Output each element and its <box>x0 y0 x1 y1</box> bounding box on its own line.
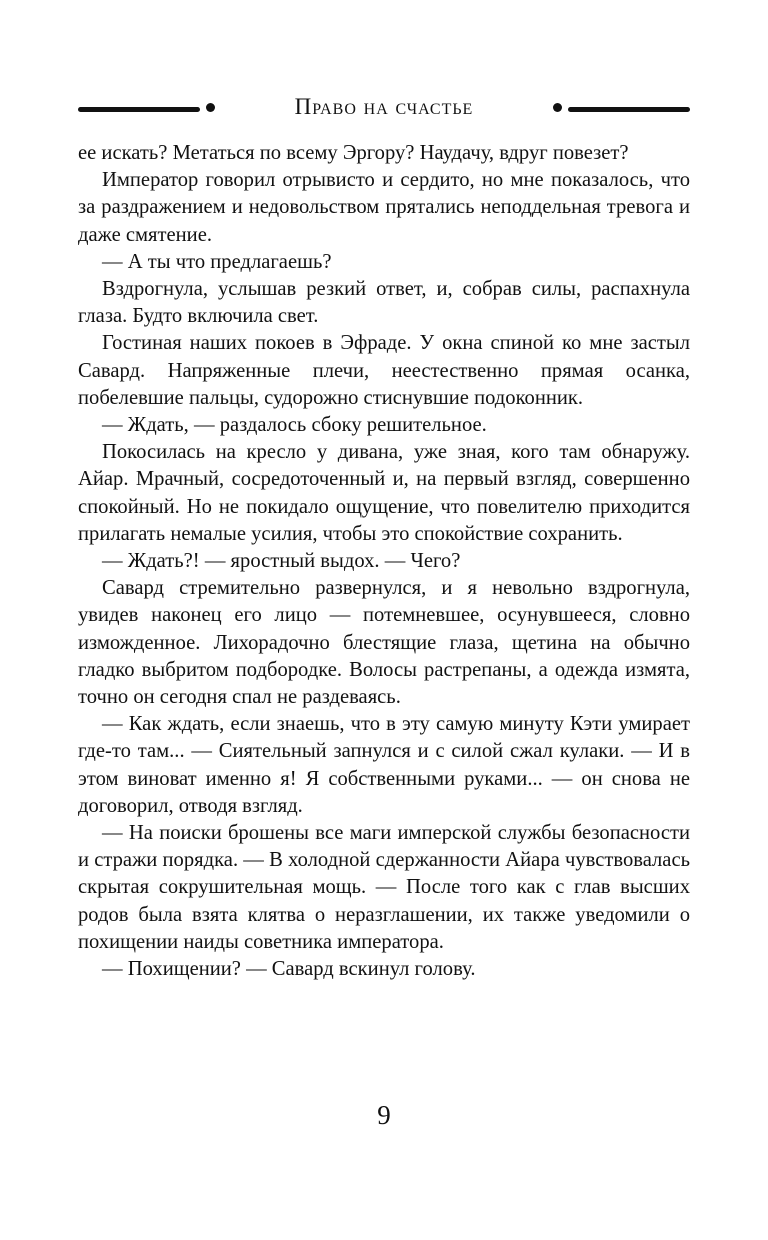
paragraph: Савард стремительно развернулся, и я невольно вздрогнула, увидев наконец его лицо — потемневшее, осунувшееся, словно изможденное. Лихорадочно блестящие глаза, щетина на обычно гладко выбритом подбородке. Волосы растрепаны, а одежда измята, точно он сегодня спал не раздеваясь. <box>78 577 690 709</box>
running-title: Право на счастье <box>294 94 474 119</box>
page-number: 9 <box>377 1100 391 1130</box>
right-ornament-dot <box>553 103 562 112</box>
paragraph: — Ждать?! — яростный выдох. — Чего? <box>102 550 461 573</box>
paragraph: — На поиски брошены все маги имперской службы безопасности и стражи порядка. — В холодной сдержанности Айара чувствовалась скрытая сокрушительная мощь. — После того как с глав высших родов была взята клятва о неразглашении, их также уведомили о похищении наиды советника императора. <box>78 822 690 953</box>
paragraph: — Похищении? — Савард вскинул голову. <box>102 958 476 981</box>
body-text <box>78 140 690 983</box>
paragraph: Вздрогнула, услышав резкий ответ, и, собрав силы, распахнула глаза. Будто включила свет. <box>78 278 690 328</box>
paragraph: — Ждать, — раздалось сбоку решительное. <box>102 414 487 437</box>
paragraph: Гостиная наших покоев в Эфраде. У окна спиной ко мне застыл Савард. Напряженные плечи, неестественно прямая осанка, побелевшие пальцы, судорожно стиснувшие подоконник. <box>78 332 690 409</box>
paragraph: Император говорил отрывисто и сердито, но мне показалось, что за раздражением и недовольством прятались неподдельная тревога и даже смятение. <box>78 169 690 246</box>
right-ornament-rule <box>568 107 690 112</box>
paragraph: — Как ждать, если знаешь, что в эту самую минуту Кэти умирает где-то там... — Сиятельный запнулся и с силой сжал кулаки. — И в этом виноват именно я! Я собственными руками... — он снова не договорил, отводя взгляд. <box>78 713 690 817</box>
running-header <box>78 92 690 128</box>
paragraph: ее искать? Метаться по всему Эргору? Наудачу, вдруг повезет? <box>78 142 629 164</box>
paragraph: Покосилась на кресло у дивана, уже зная, кого там обнаружу. Айар. Мрачный, сосредоточенный и, на первый взгляд, совершенно спокойный. Но не покидало ощущение, что повелителю приходится прилагать немалые усилия, чтобы это спокойствие сохранить. <box>78 441 690 545</box>
paragraph: — А ты что предлагаешь? <box>102 250 332 273</box>
